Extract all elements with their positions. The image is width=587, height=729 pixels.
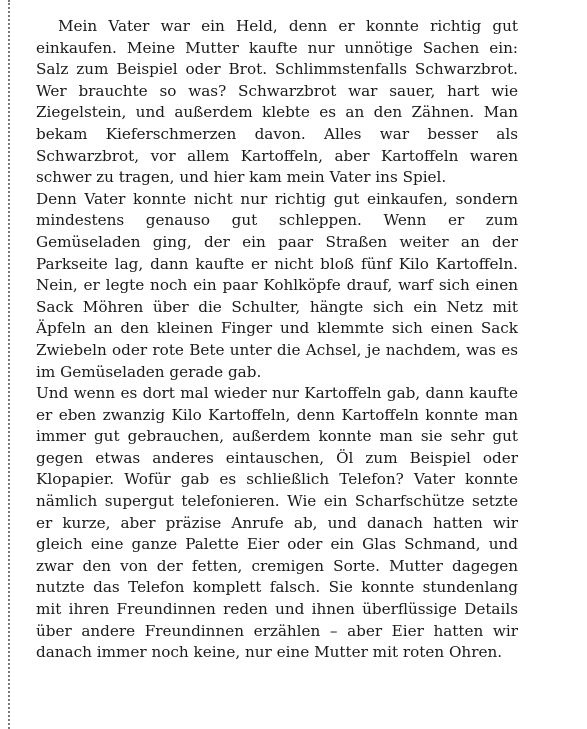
paragraph-1: Mein Vater war ein Held, denn er konnte richtig gut einkaufen. Meine Mutter kaufte nur unnötige Sachen ein: Salz zum Beispiel oder Brot. Schlimmstenfalls Schwarzbrot. Wer brauchte so was? Schwarzbrot war sauer, hart wie Ziegelstein, und außerdem klebte es an den Zähnen. Man bekam Kieferschmerzen davon. Alles war besser als Schwarzbrot, vor allem Kartoffeln, aber Kartoffeln waren schwer zu tragen, und hier kam mein Vater ins Spiel. bbox=[36, 17, 518, 187]
paragraph-3: Und wenn es dort mal wieder nur Kartoffeln gab, dann kaufte er eben zwanzig Kilo Kartoffeln, denn Kartoffeln konnte man immer gut gebrauchen, außerdem konnte man sie sehr gut gegen etwas anderes eintauschen, Öl zum Beispiel oder Klopapier. Wofür gab es schließlich Telefon? Vater konnte nämlich supergut telefonieren. Wie ein Scharfschütze setzte er kurze, aber präzise Anrufe ab, und danach hatten wir gleich eine ganze Palette Eier oder ein Glas Schmand, und zwar den von der fetten, cremigen Sorte. Mutter dagegen nutzte das Telefon komplett falsch. Sie konnte stundenlang mit ihren Freundinnen reden und ihnen überflüssige Details über andere Freundinnen erzählen – aber Eier hatten wir danach immer noch keine, nur eine Mutter mit roten Ohren. bbox=[36, 384, 518, 662]
dotted-margin-line bbox=[8, 0, 10, 729]
paragraph-2: Denn Vater konnte nicht nur richtig gut einkaufen, sondern mindestens genauso gut schleppen. Wenn er zum Gemüseladen ging, der ein paar Straßen weiter an der Parkseite lag, dann kaufte er nicht bloß fünf Kilo Kartoffeln. Nein, er legte noch ein paar Kohlköpfe drauf, warf sich einen Sack Möhren über die Schulter, hängte sich ein Netz mit Äpfeln an den kleinen Finger und klemmte sich einen Sack Zwiebeln oder rote Bete unter die Achsel, je nachdem, was es im Gemüseladen gerade gab. bbox=[36, 189, 518, 381]
body-text bbox=[36, 16, 518, 664]
